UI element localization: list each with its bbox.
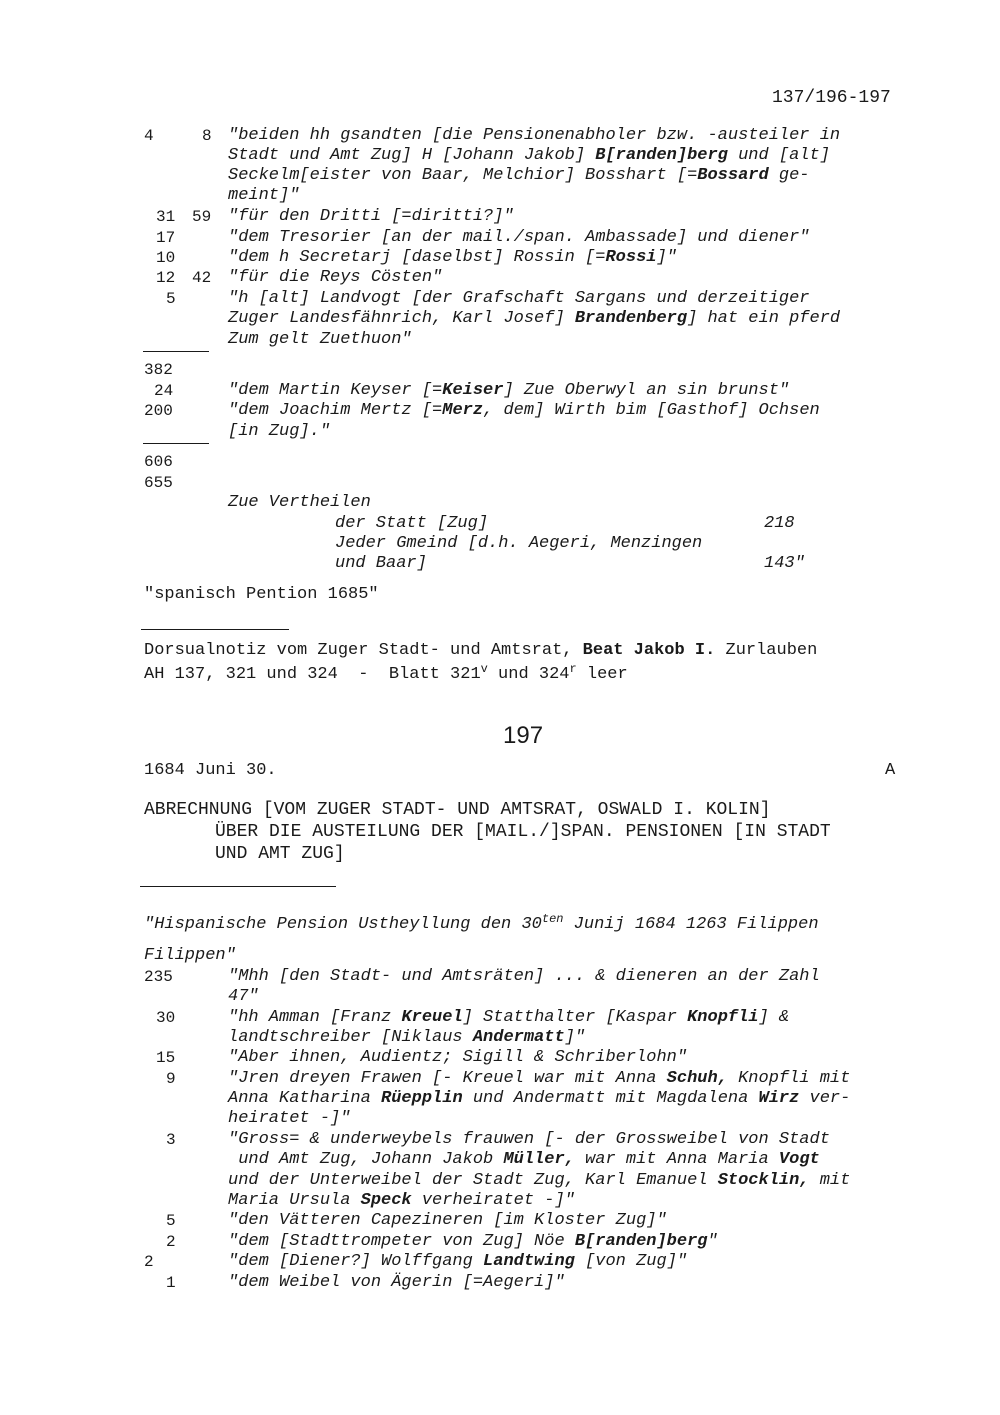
amount-col-a: 12 bbox=[156, 269, 176, 287]
page-reference: 137/196-197 bbox=[772, 88, 891, 108]
document-date: 1684 Juni 30. bbox=[144, 761, 277, 780]
bold-name: Keiser bbox=[442, 381, 504, 400]
entry-text: Stadt und Amt Zug] H [Johann Jakob] B[randen]berg und [alt] bbox=[228, 146, 830, 165]
intro-line: "Hispanische Pension Ustheyllung den $30^{ten}$ Junij 1684 1263 Filippen bbox=[144, 912, 819, 934]
entry-text: heiratet -]" bbox=[228, 1109, 351, 1128]
entry-text: 47" bbox=[228, 987, 259, 1006]
entry-text: und Amt Zug, Johann Jakob Müller, war mit Anna Maria Vogt bbox=[228, 1150, 820, 1169]
amount-col-b: 59 bbox=[192, 208, 212, 226]
amount-col-a: 2 bbox=[144, 1253, 154, 1271]
entry-text: Seckelm[eister von Baar, Melchior] Bosshart [=Bossard ge- bbox=[228, 166, 810, 185]
entry-text: "für die Reys Cösten" bbox=[228, 268, 443, 287]
bold-name: Rossi bbox=[605, 248, 657, 267]
distribution-heading: Zue Vertheilen bbox=[228, 493, 371, 512]
entry-text: "h [alt] Landvogt [der Grafschaft Sargans und derzeitiger bbox=[228, 289, 810, 308]
amount-col-a: 15 bbox=[156, 1049, 176, 1067]
amount-col-a: 200 bbox=[144, 402, 173, 420]
heading-line: UND AMT ZUG] bbox=[215, 844, 345, 864]
bold-name: Knopfli bbox=[687, 1008, 759, 1027]
amount-col-a: 9 bbox=[166, 1070, 176, 1088]
total: 655 bbox=[144, 474, 173, 492]
entry-text: "Gross= & underweybels frauwen [- der Grossweibel von Stadt bbox=[228, 1130, 830, 1149]
sum-rule bbox=[143, 443, 209, 444]
entry-text: "dem Joachim Mertz [=Merz, dem] Wirth bim [Gasthof] Ochsen bbox=[228, 401, 820, 420]
entry-text: "dem Tresorier [an der mail./span. Ambassade] und diener" bbox=[228, 228, 810, 247]
entry-text: "Jren dreyen Frawen [- Kreuel war mit Anna Schuh, Knopfli mit bbox=[228, 1069, 851, 1088]
entry-text: "Aber ihnen, Audientz; Sigill & Schriberlohn" bbox=[228, 1048, 688, 1067]
amount-col-a: 5 bbox=[166, 290, 176, 308]
entry-text: "dem Martin Keyser [=Keiser] Zue Oberwyl an sin brunst" bbox=[228, 381, 790, 400]
bold-name: Stocklin, bbox=[717, 1171, 810, 1190]
entry-text: [in Zug]." bbox=[228, 422, 331, 441]
entry-text: "hh Amman [Franz Kreuel] Statthalter [Kaspar Knopfli] & bbox=[228, 1008, 790, 1027]
bold-name: Andermatt bbox=[472, 1028, 565, 1047]
distribution-label: Jeder Gmeind [d.h. Aegeri, Menzingen bbox=[335, 534, 703, 553]
footnote-line: Dorsualnotiz vom Zuger Stadt- und Amtsrat, Beat Jakob I. Zurlauben bbox=[144, 641, 818, 660]
bold-name: Landtwing bbox=[483, 1252, 575, 1271]
document-number: 197 bbox=[503, 722, 544, 749]
intro-line: Filippen" bbox=[144, 946, 236, 965]
amount-col-a: 1 bbox=[166, 1274, 176, 1292]
distribution-value: 143" bbox=[764, 554, 805, 573]
amount-col-a: 2 bbox=[166, 1233, 176, 1251]
amount-col-b: 8 bbox=[202, 127, 212, 145]
bold-name: Wirz bbox=[758, 1089, 800, 1108]
entry-text: meint]" bbox=[228, 186, 300, 205]
bold-name: Rüepplin bbox=[381, 1089, 463, 1108]
bold-name: Kreuel bbox=[401, 1008, 463, 1027]
document-mark: A bbox=[885, 761, 896, 780]
bold-name: B[randen]berg bbox=[595, 146, 728, 165]
amount-col-a: 24 bbox=[154, 382, 174, 400]
distribution-label: und Baar] bbox=[335, 554, 427, 573]
entry-text: "Mhh [den Stadt- und Amtsräten] ... & dieneren an der Zahl bbox=[228, 967, 820, 986]
distribution-value: 218 bbox=[764, 514, 795, 533]
sum-rule bbox=[143, 351, 209, 352]
bold-name: Speck bbox=[360, 1191, 412, 1210]
heading-line: ABRECHNUNG [VOM ZUGER STADT- UND AMTSRAT, OSWALD I. KOLIN] bbox=[144, 800, 771, 820]
amount-col-a: 235 bbox=[144, 968, 173, 986]
document-title: "spanisch Pention 1685" bbox=[144, 585, 379, 604]
heading-line: ÜBER DIE AUSTEILUNG DER [MAIL./]SPAN. PENSIONEN [IN STADT bbox=[215, 822, 831, 842]
amount-col-b: 42 bbox=[192, 269, 212, 287]
entry-text: Zuger Landesfähnrich, Karl Josef] Brandenberg] hat ein pferd bbox=[228, 309, 841, 328]
bold-name: Beat Jakob I. bbox=[582, 641, 716, 660]
entry-text: "für den Dritti [=diritti?]" bbox=[228, 207, 514, 226]
bold-name: Brandenberg bbox=[574, 309, 688, 328]
bold-name: B[randen]berg bbox=[574, 1232, 708, 1251]
amount-col-a: 3 bbox=[166, 1131, 176, 1149]
entry-text: landtschreiber [Niklaus Andermatt]" bbox=[228, 1028, 586, 1047]
subtotal: 382 bbox=[144, 361, 173, 379]
footnote-line: AH 137, 321 und 324 - Blatt 321$^v$ und 324$^r$ leer bbox=[144, 662, 628, 684]
amount-col-a: 10 bbox=[156, 249, 176, 267]
entry-text: "dem h Secretarj [daselbst] Rossin [=Rossi]" bbox=[228, 248, 677, 267]
distribution-label: der Statt [Zug] bbox=[335, 514, 489, 533]
section-rule bbox=[140, 886, 336, 887]
footnote-rule bbox=[141, 629, 289, 630]
entry-text: "dem [Stadttrompeter von Zug] Nöe B[randen]berg" bbox=[228, 1232, 718, 1251]
entry-text: Zum gelt Zuethuon" bbox=[228, 330, 412, 349]
amount-col-a: 30 bbox=[156, 1009, 176, 1027]
bold-name: Schuh, bbox=[666, 1069, 728, 1088]
entry-text: "dem [Diener?] Wolffgang Landtwing [von Zug]" bbox=[228, 1252, 688, 1271]
entry-text: Maria Ursula Speck verheiratet -]" bbox=[228, 1191, 575, 1210]
entry-text: "beiden hh gsandten [die Pensionenabholer bzw. -austeiler in bbox=[228, 126, 841, 145]
bold-name: Merz bbox=[442, 401, 484, 420]
amount-col-a: 17 bbox=[156, 229, 176, 247]
amount-col-a: 31 bbox=[156, 208, 176, 226]
subtotal: 606 bbox=[144, 453, 173, 471]
bold-name: Vogt bbox=[778, 1150, 820, 1169]
entry-text: Anna Katharina Rüepplin und Andermatt mit Magdalena Wirz ver- bbox=[228, 1089, 851, 1108]
bold-name: Müller, bbox=[503, 1150, 575, 1169]
entry-text: "dem Weibel von Ägerin [=Aegeri]" bbox=[228, 1273, 565, 1292]
bold-name: Bossard bbox=[697, 166, 769, 185]
amount-col-a: 5 bbox=[166, 1212, 176, 1230]
entry-text: "den Vätteren Capezineren [im Kloster Zug]" bbox=[228, 1211, 667, 1230]
entry-text: und der Unterweibel der Stadt Zug, Karl Emanuel Stocklin, mit bbox=[228, 1171, 851, 1190]
amount-col-a: 4 bbox=[144, 127, 154, 145]
